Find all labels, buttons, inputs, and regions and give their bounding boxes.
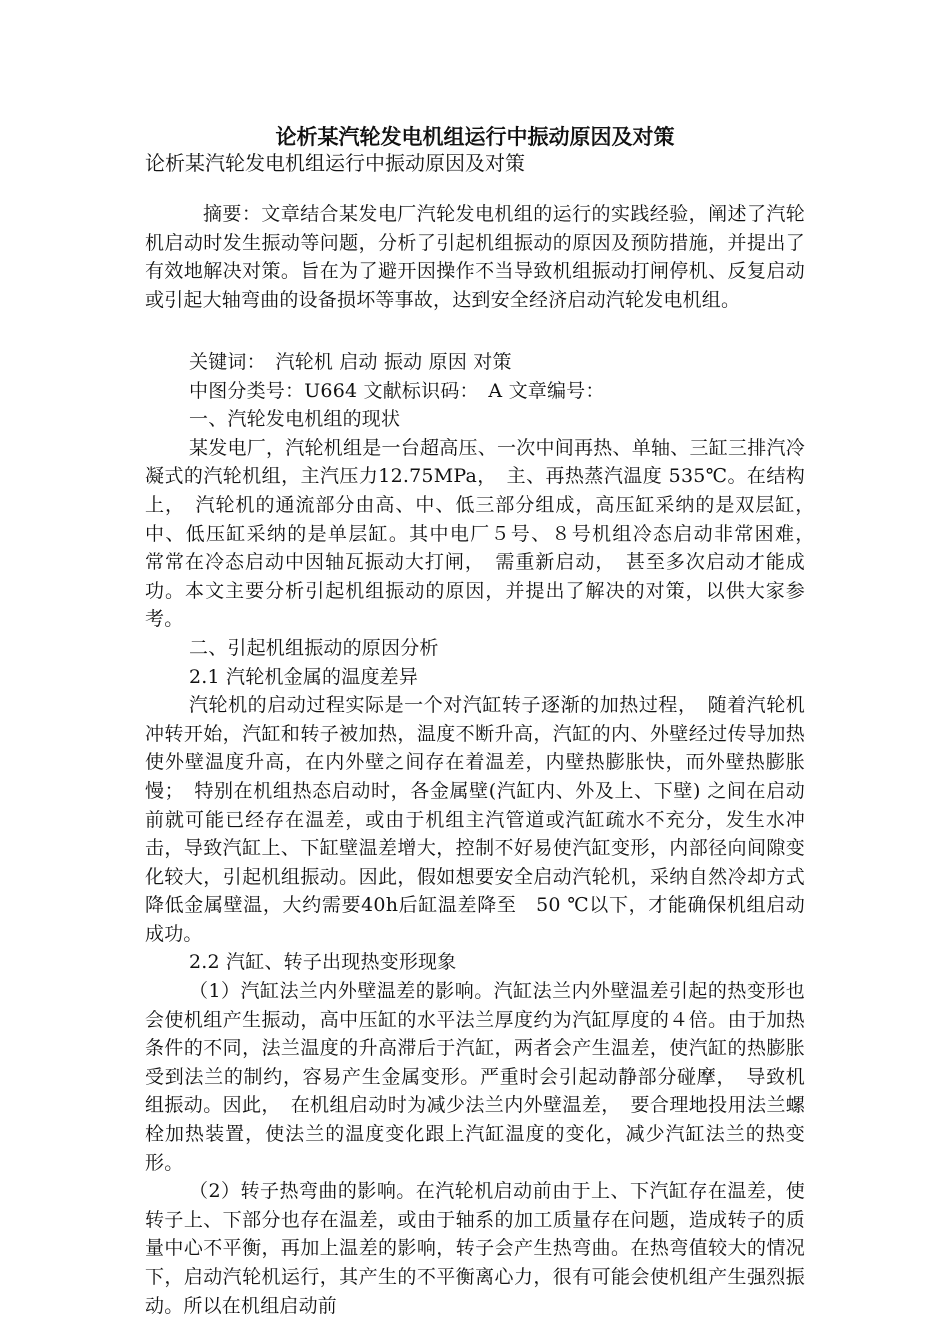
document-body <box>145 348 825 1320</box>
subsection-heading-2-2: 2.2 汽缸、转子出现热变形现象 <box>189 951 457 974</box>
subsection-heading-2-1: 2.1 汽轮机金属的温度差异 <box>189 665 419 688</box>
keywords-line: 关键词： 汽轮机 启动 振动 原因 对策 <box>189 351 512 373</box>
section-heading-1: 一、汽轮发电机组的现状 <box>189 408 401 431</box>
subsection-2-2-paragraph-1: （1）汽缸法兰内外壁温差的影响。汽缸法兰内外壁温差引起的热变形也会使机组产生振动，高中压缸的水平法兰厚度约为汽缸厚度的４倍。由于加热条件的不同，法兰温度的升高滞后于汽缸，两者会产生温差，使汽缸的热膨胀受到法兰的制约，容易产生金属变形。严重时会引起动静部分碰摩， 导致机组振动。因此， 在机组启动时为减少法兰内外壁温差， 要合理地投用法兰螺栓加热装置，使法兰的温度变化跟上汽缸温度的变化，减少汽缸法兰的热变形。 <box>145 980 805 1174</box>
abstract-paragraph: 摘要：文章结合某发电厂汽轮发电机组的运行的实践经验，阐述了汽轮机启动时发生振动等问题，分析了引起机组振动的原因及预防措施，并提出了有效地解决对策。旨在为了避开因操作不当导致机组振动打闸停机、反复启动或引起大轴弯曲的设备损坏等事故，达到安全经济启动汽轮发电机组。 <box>145 203 805 311</box>
section-heading-2: 二、引起机组振动的原因分析 <box>189 636 439 659</box>
subsection-2-2-paragraph-2: （2）转子热弯曲的影响。在汽轮机启动前由于上、下汽缸存在温差，使转子上、下部分也存在温差，或由于轴系的加工质量存在问题，造成转子的质量中心不平衡，再加上温差的影响，转子会产生热弯曲。在热弯值较大的情况下，启动汽轮机运行，其产生的不平衡离心力，很有可能会使机组产生强烈振动。所以在机组启动前 <box>145 1180 805 1317</box>
section-1-paragraph: 某发电厂，汽轮机组是一台超高压、一次中间再热、单轴、三缸三排汽冷凝式的汽轮机组，主汽压力12.75MPa， 主、再热蒸汽温度 535℃。在结构上， 汽轮机的通流部分由高、中、低三部分组成，高压缸采纳的是双层缸， 中、低压缸采纳的是单层缸。其中电厂５号、８号机组冷态启动非常困难， 常常在冷态启动中因轴瓦振动大打闸， 需重新启动， 甚至多次启动才能成功。本文主要分析引起机组振动的原因，并提出了解决的对策，以供大家参考。 <box>145 436 825 631</box>
classification-line: 中图分类号：U664 文献标识码： A 文章编号： <box>189 379 605 402</box>
document-subtitle: 论析某汽轮发电机组运行中振动原因及对策 <box>145 151 525 175</box>
document-title: 论析某汽轮发电机组运行中振动原因及对策 <box>275 124 675 149</box>
subsection-2-1-paragraph: 汽轮机的启动过程实际是一个对汽缸转子逐渐的加热过程， 随着汽轮机冲转开始，汽缸和转子被加热，温度不断升高，汽缸的内、外壁经过传导加热使外壁温度升高，在内外壁之间存在着温差，内壁热膨胀快，而外壁热膨胀慢； 特别在机组热态启动时，各金属壁(汽缸内、外及上、下壁) 之间在启动前就可能已经存在温差，或由于机组主汽管道或汽缸疏水不充分，发生水冲击，导致汽缸上、下缸壁温差增大，控制不好易使汽缸变形，内部径向间隙变化较大，引起机组振动。因此，假如想要安全启动汽轮机，采纳自然冷却方式降低金属壁温，大约需要40h后缸温差降至 50 ℃以下，才能确保机组启动成功。 <box>145 694 805 945</box>
